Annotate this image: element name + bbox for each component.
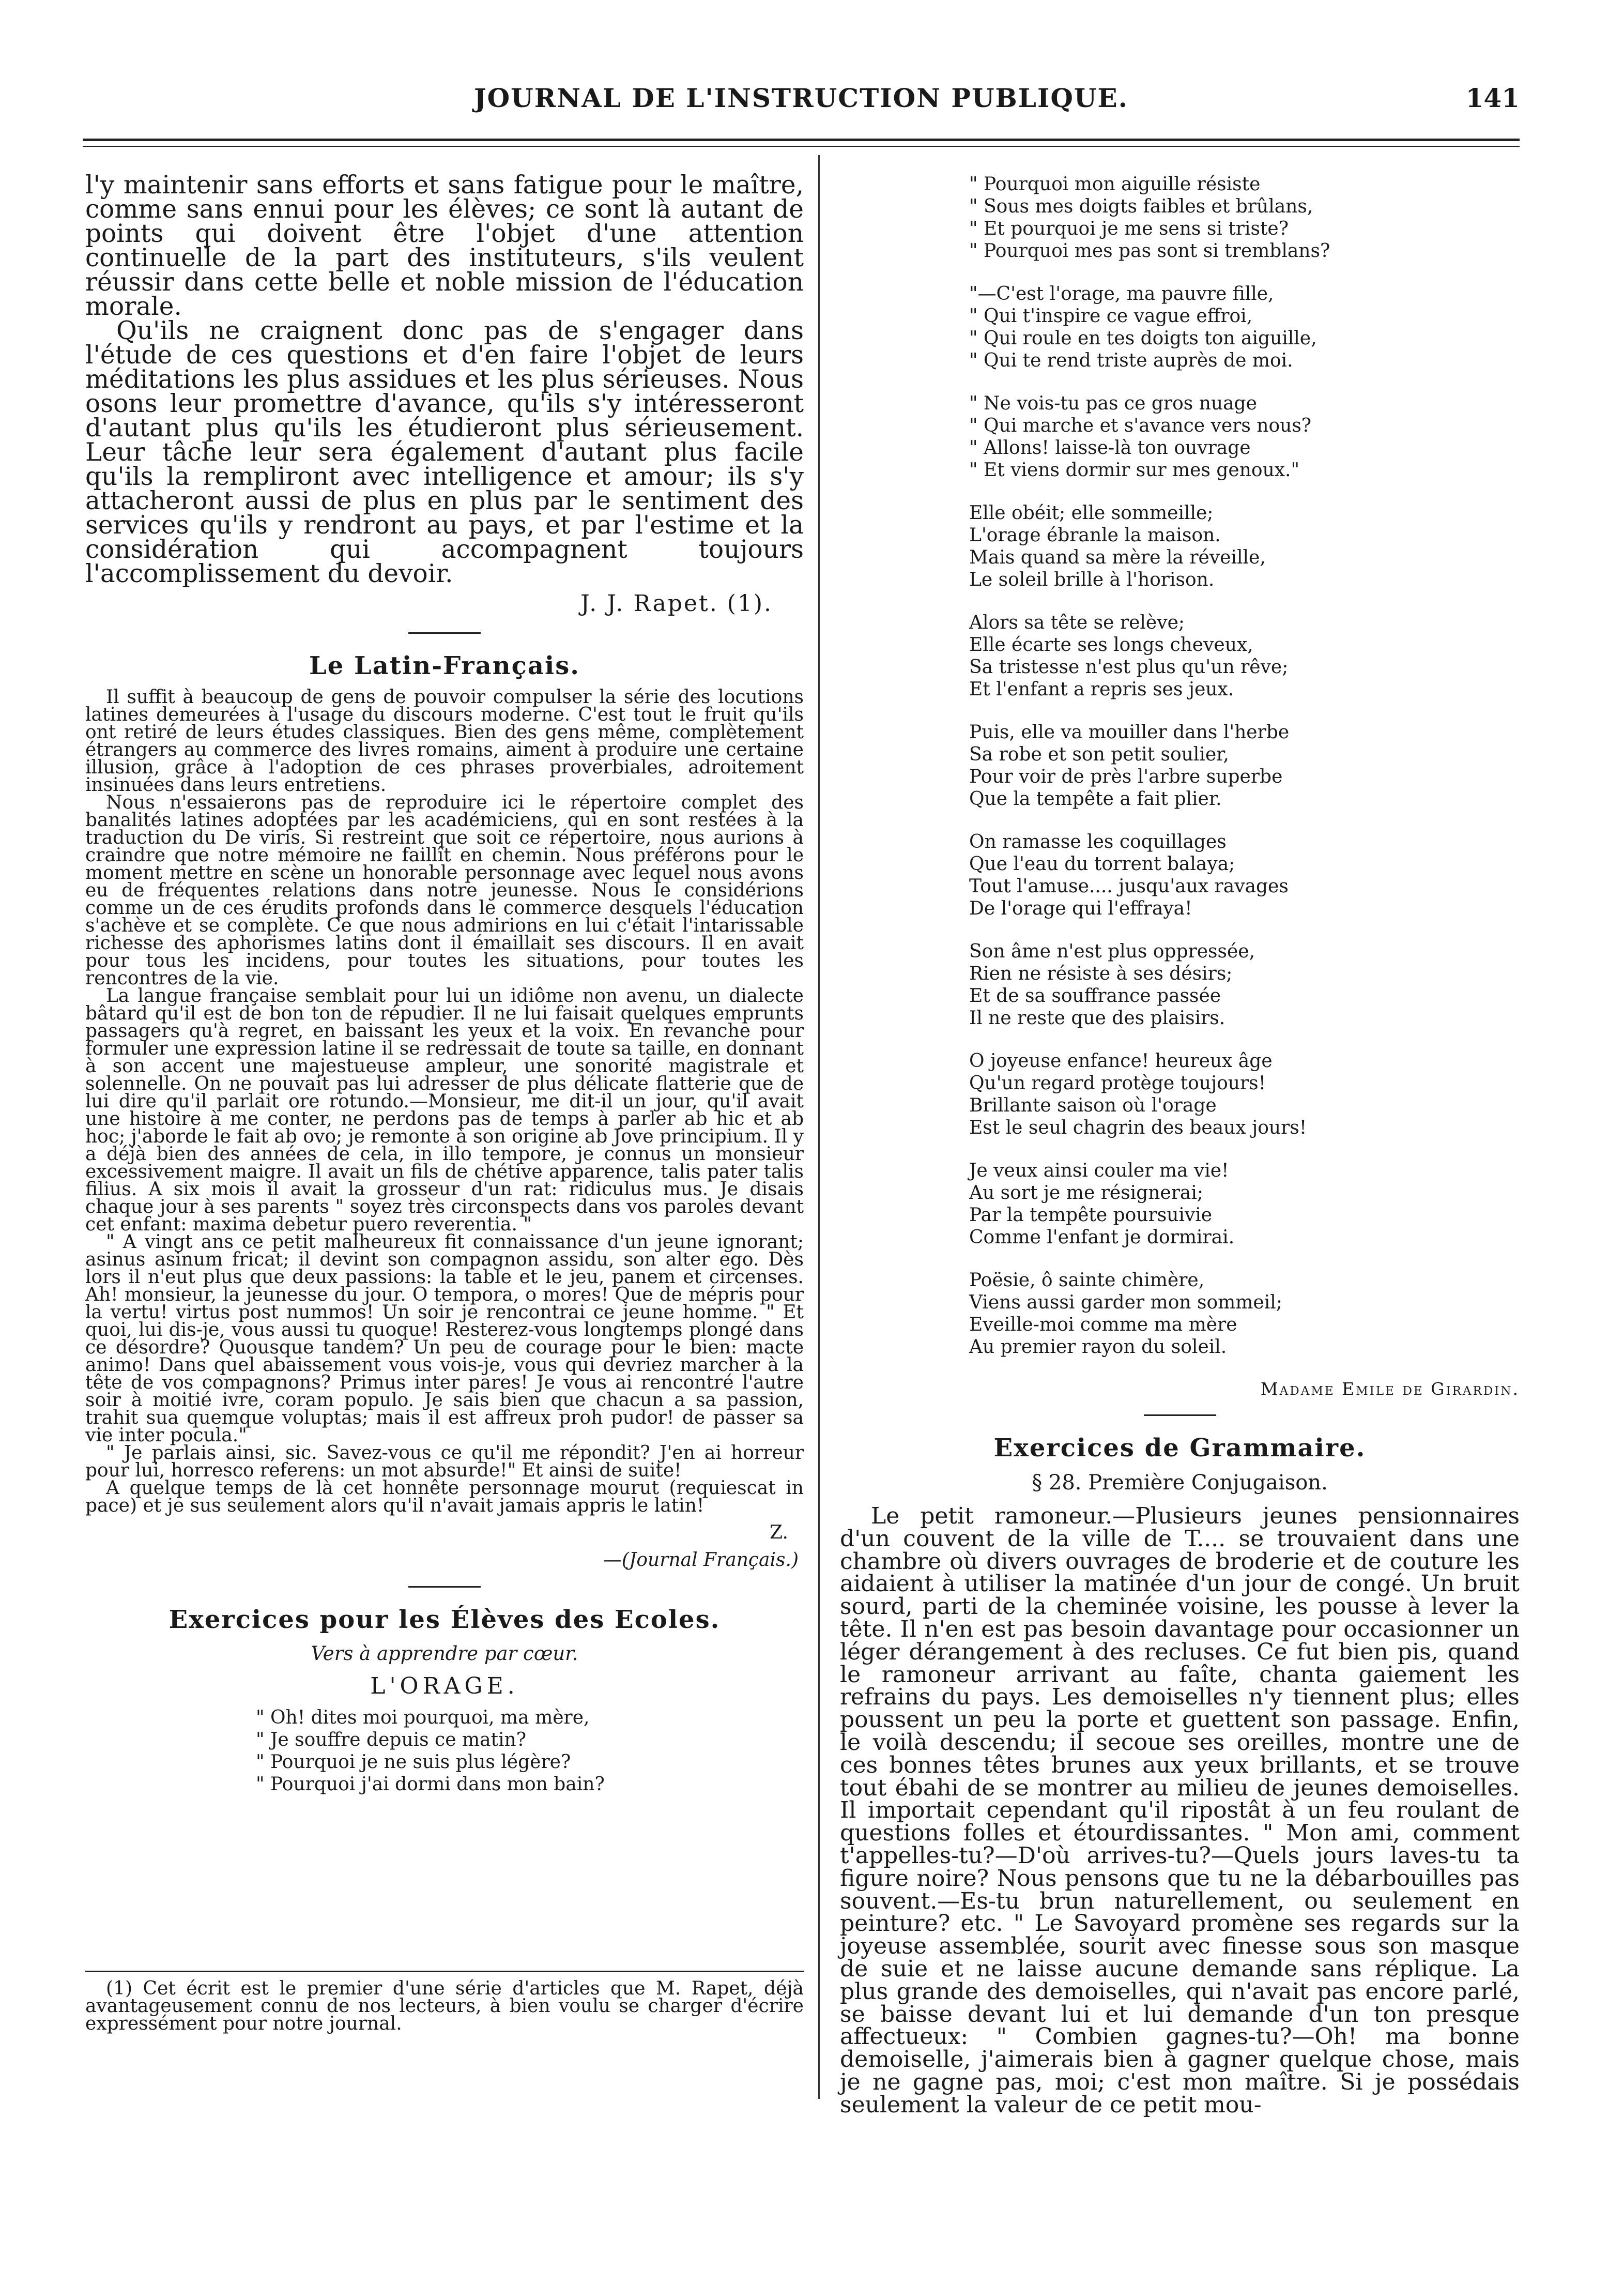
poem-line: " Qui te rend triste auprès de moi. <box>969 350 1293 371</box>
poem-line: Qu'un regard protège toujours! <box>969 1073 1266 1094</box>
grammar-subtitle: § 28. Première Conjugaison. <box>1032 1471 1328 1495</box>
poem-line: Viens aussi garder mon sommeil; <box>969 1292 1282 1313</box>
poem-stanza <box>969 392 1520 481</box>
intro-signature: J. J. Rapet. (1). <box>580 590 773 617</box>
poem-line: Rien ne résiste à ses désirs; <box>969 963 1233 984</box>
article-signature: Z. <box>770 1522 788 1543</box>
poem-line: Comme l'enfant je dormirai. <box>969 1227 1235 1248</box>
poem-line: " Qui marche et s'avance vers nous? <box>969 415 1312 436</box>
poem-line: Par la tempête poursuivie <box>969 1205 1213 1226</box>
poem-stanza <box>969 940 1520 1029</box>
intro-article <box>85 173 804 586</box>
poem-line: Pour voir de près l'arbre superbe <box>969 766 1283 787</box>
poem-line: " Qui t'inspire ce vague effroi, <box>969 306 1253 327</box>
poem-title: L'ORAGE. <box>370 1673 519 1699</box>
poem-line: " Pourquoi mon aiguille résiste <box>969 174 1261 195</box>
page-header <box>83 83 1520 124</box>
poem-line: Que l'eau du torrent balaya; <box>969 854 1235 875</box>
section-divider <box>408 1586 481 1588</box>
header-rule-thin <box>83 146 1520 147</box>
poem-line: " Pourquoi j'ai dormi dans mon bain? <box>256 1774 605 1795</box>
poem-stanza <box>969 1160 1520 1248</box>
poem-line: Je veux ainsi couler ma vie! <box>969 1160 1229 1181</box>
poem-line: Brillante saison où l'orage <box>969 1095 1217 1116</box>
poem-stanza <box>969 283 1520 372</box>
intro-paragraph: Qu'ils ne craignent donc pas de s'engager dans l'étude de ces questions et d'en faire l'objet de leurs méditations les plus assidues et les plus sérieuses. Nous osons leur promettre d'avance, qu'ils s'y intéresseront d'autant plus qu'ils les étudieront plus sérieusement. Leur tâche leur sera également d'autant plus facile qu'ils la rempliront avec intelligence et amour; ils s'y attacheront aussi de plus en plus par le sentiment des services qu'ils y rendront au pays, et par l'estime et la considération qui accompagnent toujours l'accomplissement du devoir. <box>85 316 804 588</box>
article-paragraph: Nous n'essaierons pas de reproduire ici le répertoire complet des banalités latines adoptées par les académiciens, qui en sont restées à la traduction du De viris. Si restreint que soit ce répertoire, nous aurions à craindre que notre mémoire ne faillît en chemin. Nous préférons pour le moment mettre en scène un honorable personnage avec lequel nous avons eu de fréquentes relations dans notre jeunesse. Nous le considérions comme un de ces érudits profonds dans le commerce desquels l'éducation s'achève et se complète. Ce que nous admirions en lui c'était l'intarissable richesse des aphorismes latins dont il émaillait ses discours. Il en avait pour tous les incidens, pour toutes les situations, pour toutes les rencontres de la vie. <box>85 792 804 989</box>
article-paragraph: A quelque temps de là cet honnête personnage mourut (requiescat in pace) et je sus seulement alors qu'il n'avait jamais appris le latin! <box>85 1477 804 1516</box>
grammar-title: Exercices de Grammaire. <box>993 1434 1366 1463</box>
poem-line: Au premier rayon du soleil. <box>969 1336 1227 1358</box>
section-divider <box>408 632 481 634</box>
poem-line: Alors sa tête se relève; <box>969 612 1185 633</box>
poem-line: Au sort je me résignerai; <box>969 1182 1204 1204</box>
poem-stanza <box>969 173 1520 262</box>
poem-line: On ramasse les coquillages <box>969 831 1227 852</box>
poem-stanza <box>85 1707 804 1795</box>
latin-francais-article <box>85 689 804 1515</box>
intro-paragraph: l'y maintenir sans efforts et sans fatigue pour le maître, comme sans ennui pour les élèves; ce sont là autant de points qui doivent être l'objet d'une attention continuelle de la part des instituteurs, s'ils veulent réussir dans cette belle et noble mission de l'éducation morale. <box>85 171 804 321</box>
poem-line: " Et viens dormir sur mes genoux." <box>969 460 1300 481</box>
header-rule <box>83 139 1520 141</box>
poem-line: Et de sa souffrance passée <box>969 985 1221 1007</box>
poem-line: Puis, elle va mouiller dans l'herbe <box>969 722 1290 743</box>
article-paragraph: " Je parlais ainsi, sic. Savez-vous ce qu'il me répondit? J'en ai horreur pour lui, horresco referens: un mot absurde!" Et ainsi de suite! <box>85 1442 804 1481</box>
page-number: 141 <box>1465 83 1520 113</box>
footnote: (1) Cet écrit est le premier d'une série d'articles que M. Rapet, déjà avantageusement connu de nos lecteurs, à bien voulu se charger d'écrire expressément pour notre journal. <box>85 1978 804 2034</box>
poem-stanza <box>969 1050 1520 1139</box>
poem-stanza <box>969 721 1520 810</box>
poem-line: Son âme n'est plus oppressée, <box>969 941 1255 962</box>
poem-line: " Pourquoi je ne suis plus légère? <box>256 1751 571 1773</box>
poem-author: Madame Emile de Girardin. <box>1260 1379 1520 1399</box>
poem-line: Est le seul chagrin des beaux jours! <box>969 1117 1307 1138</box>
poem-line: O joyeuse enfance! heureux âge <box>969 1050 1273 1072</box>
poem-line: Il ne reste que des plaisirs. <box>969 1008 1225 1029</box>
latin-francais-title: Le Latin-Français. <box>309 651 580 680</box>
poem-line: " Allons! laisse-là ton ouvrage <box>969 437 1251 459</box>
poem-line: Poësie, ô sainte chimère, <box>969 1270 1205 1291</box>
grammar-text: Le petit ramoneur.—Plusieurs jeunes pensionnaires d'un couvent de la ville de T.... se trouvaient dans une chambre où divers ouvrages de broderie et de couture les aidaient à utiliser la matinée d'un jour de congé. Un bruit sourd, parti de la cheminée voisine, les pousse à lever la tête. Il n'en est pas besoin davantage pour occasionner un léger dérangement à des recluses. Ce fut bien pis, quand le ramoneur arrivant au faîte, chanta gaiement les refrains du pays. Les demoiselles n'y tiennent plus; elles poussent un peu la porte et guettent son passage. Enfin, le voilà descendu; il secoue ses oreilles, montre une de ces bonnes têtes brunes aux yeux brillants, et se trouve tout ébahi de se montrer au milieu de jeunes demoiselles. Il importait cependant qu'il ripostât à un feu roulant de questions folles et étourdissantes. " Mon ami, comment t'appelles-tu?—D'où arrives-tu?—Quels jours laves-tu ta figure noire? Nous pensons que tu ne la débarbouilles pas souvent.—Es-tu brun naturellement, ou seulement en peinture? etc. " Le Savoyard promène ses regards sur la joyeuse assemblée, sourit avec finesse sous son masque de suie et ne laisse aucune demande sans réplique. La plus grande des demoiselles, qui n'avait pas encore parlé, se baisse devant lui et lui demande d'un ton presque affectueux: " Combien gagnes-tu?—Oh! ma bonne demoiselle, j'aimerais bien à gagner quelque chose, mais je ne gagne pas, moi; c'est mon maître. Si je possédais seulement la valeur de ce petit mou- <box>840 1503 1520 2118</box>
poem-line: Mais quand sa mère la réveille, <box>969 547 1266 568</box>
poem-stanza <box>969 612 1520 700</box>
poem-line: Que la tempête a fait plier. <box>969 788 1222 810</box>
article-paragraph: La langue française semblait pour lui un idiôme non avenu, un dialecte bâtard qu'il est de bon ton de répudier. Il ne lui faisait quelques emprunts passagers qu'à regret, en baissant les yeux et la voix. En revanche pour formuler une expression latine il se redressait de toute sa taille, en donnant à son accent une majestueuse ampleur, une sonorité magistrale et solennelle. On ne pouvait pas lui adresser de plus délicate flatterie que de lui dire qu'il parlait ore rotundo.—Monsieur, me dit-il un jour, qu'il avait une histoire à me conter, ne perdons pas de temps à parler ab hic et ab hoc; j'aborde le fait ab ovo; je remonte à son origine ab Jove principium. Il y a déjà bien des années de cela, in illo tempore, je connus un monsieur excessivement maigre. Il avait un fils de chétive apparence, talis pater talis filius. A six mois il avait la grosseur d'un rat: ridiculus mus. Je disais chaque jour à ses parents " soyez très circonspects dans vos paroles devant cet enfant: maxima debetur puero reverentia. " <box>85 985 804 1235</box>
poem-stanza <box>969 1269 1520 1358</box>
article-paragraph: " A vingt ans ce petit malheureux fit connaissance d'un jeune ignorant; asinus asinum fricat; il devint son compagnon assidu, son alter ego. Dès lors il n'eut plus que deux passions: la table et le jeu, panem et circenses. Ah! monsieur, la jeunesse du jour. O tempora, o mores! Que de mépris pour la vertu! virtus post nummos! Un soir je rencontrai ce jeune homme. " Et quoi, lui dis-je, vous aussi tu quoque! Resterez-vous longtemps plongé dans ce désordre? Quousque tandem? Un peu de courage pour le bien: macte animo! Dans quel abaissement vous vois-je, vous qui devriez marcher à la tête de vos compagnons? Primus inter pares! Je vous ai rencontré l'autre soir à moitié ivre, coram populo. Je sais bien que chacun a sa passion, trahit sua quemque voluptas; mais il est affreux proh pudor! de passer sa vie inter pocula." <box>85 1231 804 1446</box>
poem-line: L'orage ébranle la maison. <box>969 525 1221 546</box>
poem-line: " Oh! dites moi pourquoi, ma mère, <box>256 1707 590 1728</box>
poem-line: " Et pourquoi je me sens si triste? <box>969 218 1289 239</box>
section-divider <box>1144 1414 1216 1416</box>
journal-title: JOURNAL DE L'INSTRUCTION PUBLIQUE. <box>473 83 1129 113</box>
poem-line: " Qui roule en tes doigts ton aiguille, <box>969 328 1317 349</box>
poem-stanza <box>969 502 1520 591</box>
column-divider <box>818 155 820 2099</box>
exercices-eleves-title: Exercices pour les Élèves des Ecoles. <box>168 1605 721 1634</box>
poem-line: Sa tristesse n'est plus qu'un rêve; <box>969 657 1289 678</box>
poem-line: Le soleil brille à l'horison. <box>969 569 1215 590</box>
article-paragraph: Il suffit à beaucoup de gens de pouvoir compulser la série des locutions latines demeurées à l'usage du discours moderne. C'est tout le fruit qu'ils ont retiré de leurs études classiques. Bien des gens même, complètement étrangers au commerce des livres romains, aiment à produire une certaine illusion, grâce à l'adoption de ces phrases proverbiales, adroitement insinuées dans leurs entretiens. <box>85 687 804 796</box>
poem-line: Sa robe et son petit soulier, <box>969 744 1229 765</box>
poem-line: " Ne vois-tu pas ce gros nuage <box>969 393 1257 414</box>
exercices-eleves-subtitle: Vers à apprendre par cœur. <box>311 1642 578 1665</box>
footnote-rule <box>85 1971 804 1972</box>
poem-line: " Je souffre depuis ce matin? <box>256 1729 527 1750</box>
poem-line: Elle écarte ses longs cheveux, <box>969 634 1253 656</box>
right-column <box>840 173 1520 2116</box>
poem-line: " Pourquoi mes pas sont si tremblans? <box>969 240 1330 262</box>
poem-line: De l'orage qui l'effraya! <box>969 898 1192 919</box>
poem-line: "—C'est l'orage, ma pauvre fille, <box>969 283 1274 304</box>
left-column <box>85 173 804 1795</box>
poem-line: Tout l'amuse.... jusqu'aux ravages <box>969 876 1289 897</box>
grammar-exercise <box>840 1505 1520 2116</box>
poem-line: " Sous mes doigts faibles et brûlans, <box>969 196 1313 217</box>
article-source: —(Journal Français.) <box>603 1549 799 1571</box>
poem-line: Elle obéit; elle sommeille; <box>969 502 1214 524</box>
poem-line: Eveille-moi comme ma mère <box>969 1314 1237 1335</box>
poem-line: Et l'enfant a repris ses jeux. <box>969 679 1234 700</box>
poem-continuation <box>840 173 1520 1358</box>
poem-stanza <box>969 831 1520 920</box>
